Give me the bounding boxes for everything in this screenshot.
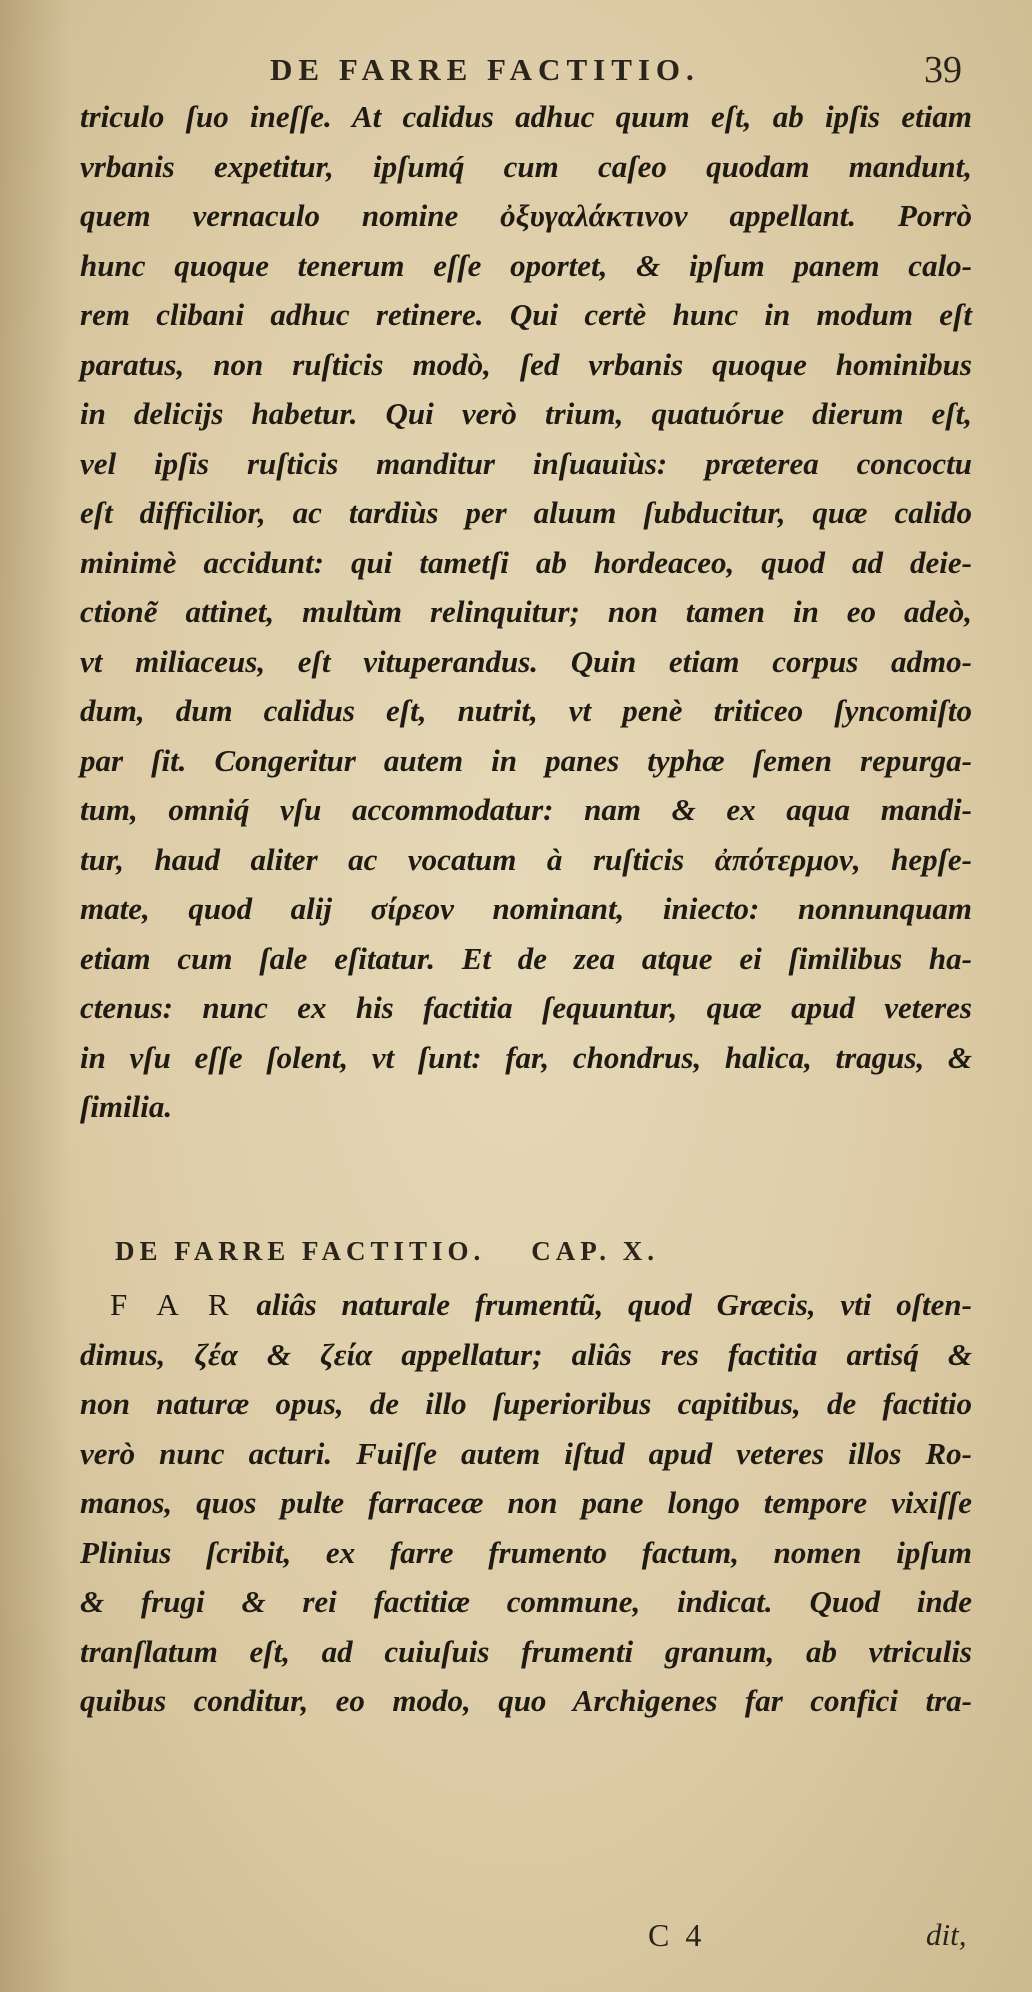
- text-line-first: [80, 1280, 972, 1330]
- text-line: dimus, ζέα & ζεία appellatur; aliâs res factitia artisq́ &: [80, 1336, 972, 1372]
- text-line: quem vernaculo nomine ὀξυγαλάκτινον appellant. Porrò: [80, 198, 972, 233]
- chapter-title: DE FARRE FACTITIO.: [115, 1236, 486, 1266]
- text-line: par ſit. Congeritur autem in panes typhæ ſemen repurga-: [80, 742, 972, 778]
- text-line: vt miliaceus, eſt vituperandus. Quin etiam corpus admo-: [80, 643, 972, 679]
- text-line: Plinius ſcribit, ex farre frumento factum, nomen ipſum: [80, 1534, 972, 1570]
- text-line: in vſu eſſe ſolent, vt ſunt: far, chondrus, halica, tragus, &: [80, 1039, 972, 1075]
- text-line: tur, haud aliter ac vocatum à ruſticis ἀπότερμον, hepſe-: [80, 841, 972, 877]
- text-line: ſimilia.: [80, 1089, 173, 1124]
- text-line: vrbanis expetitur, ipſumq́ cum caſeo quodam mandunt,: [80, 148, 972, 184]
- text-line: & frugi & rei factitiæ commune, indicat. Quod inde: [80, 1584, 972, 1619]
- text-line: in delicijs habetur. Qui verò trium, quatuórue dierum eſt,: [80, 396, 972, 431]
- text-line: ctenus: nunc ex his factitia ſequuntur, quæ apud veteres: [80, 990, 972, 1025]
- text-line: vel ipſis ruſticis manditur inſuauiùs: præterea concoctu: [80, 445, 972, 481]
- text-line: manos, quos pulte farraceæ non pane longo tempore vixiſſe: [80, 1485, 972, 1520]
- chapter-heading: [115, 1236, 659, 1267]
- text-line: hunc quoque tenerum eſſe oportet, & ipſum panem calo-: [80, 247, 972, 283]
- text-line: non naturæ opus, de illo ſuperioribus capitibus, de factitio: [80, 1386, 972, 1421]
- text-line: quibus conditur, eo modo, quo Archigenes far confici tra-: [80, 1683, 972, 1718]
- text-line: etiam cum ſale eſitatur. Et de zea atque ei ſimilibus ha-: [80, 940, 972, 976]
- text-line: dum, dum calidus eſt, nutrit, vt penè triticeo ſyncomiſto: [80, 693, 972, 728]
- text-line: mate, quod alij σίρεον nominant, iniecto: nonnunquam: [80, 891, 972, 926]
- catchword: dit,: [926, 1917, 967, 1952]
- text-line: minimè accidunt: qui tametſi ab hordeaceo, quod ad deie-: [80, 544, 972, 580]
- signature-mark: C 4: [648, 1917, 706, 1953]
- text-line: eſt difficilior, ac tardiùs per aluum ſubducitur, quæ calido: [80, 495, 972, 530]
- paragraph-continued: [80, 92, 972, 1132]
- chapter-paragraph: [80, 1280, 972, 1726]
- text-line: tum, omniq́ vſu accommodatur: nam & ex aqua mandi-: [80, 792, 972, 827]
- running-head: DE FARRE FACTITIO.: [270, 52, 700, 87]
- text-line: rem clibani adhuc retinere. Qui certè hunc in modum eſt: [80, 297, 972, 332]
- page-number: 39: [924, 49, 962, 91]
- text-line: tranſlatum eſt, ad cuiuſuis frumenti granum, ab vtriculis: [80, 1633, 972, 1669]
- first-line-text: aliâs naturale frumentũ, quod Græcis, vti oſten-: [256, 1287, 972, 1322]
- chapter-number: CAP. X.: [531, 1236, 660, 1266]
- text-line: verò nunc acturi. Fuiſſe autem iſtud apud veteres illos Ro-: [80, 1435, 972, 1471]
- text-line: ctionẽ attinet, multùm relinquitur; non tamen in eo adeò,: [80, 594, 972, 629]
- text-line: triculo ſuo ineſſe. At calidus adhuc quum eſt, ab ipſis etiam: [80, 99, 972, 134]
- initial-word: F A R: [110, 1287, 232, 1322]
- text-line: paratus, non ruſticis modò, ſed vrbanis quoque hominibus: [80, 346, 972, 382]
